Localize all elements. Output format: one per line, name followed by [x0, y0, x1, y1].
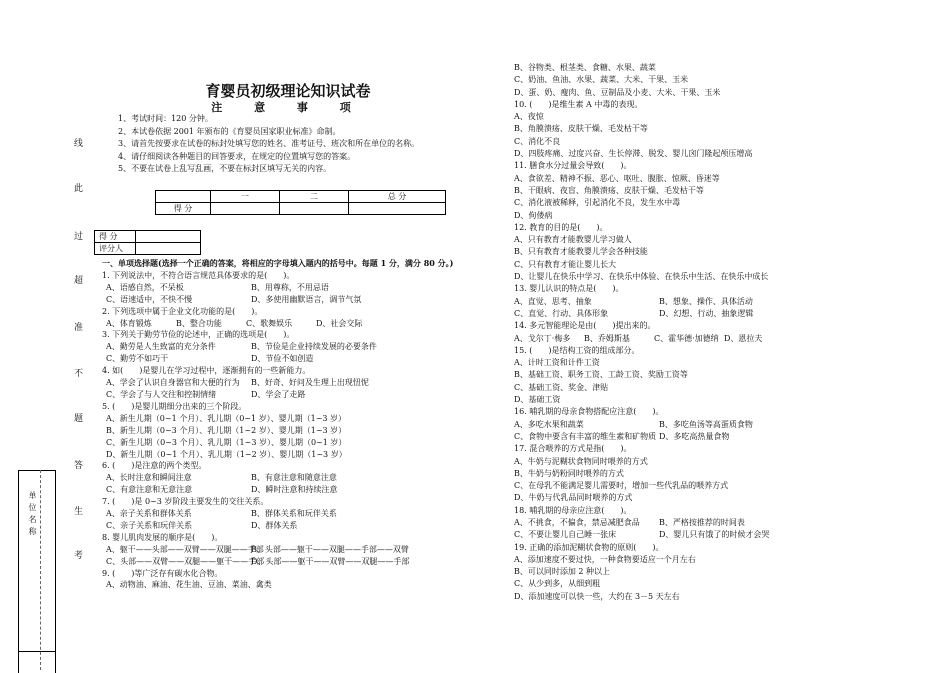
grader-cell[interactable] [136, 231, 201, 243]
question-line: C、奶油、鱼油、水果、蔬菜、大米、干果、玉米 [514, 75, 689, 85]
option-row [514, 517, 934, 529]
question-line: B、干眼病、夜盲、角膜溃疡、皮肤干燥、毛发枯干等 [514, 185, 704, 195]
section-heading: 一、单项选择题(选择一个正确的答案，将相应的字母填入题内的括号中。每题 1 分，满分 80 分。) [102, 258, 454, 268]
answer-option: A、戈尔丁·梅多 [514, 333, 571, 343]
question-line: C、从少到多，从细到粗 [514, 579, 601, 589]
question-line: A、新生儿期（0~1 个月）、乳儿期（0~1 岁）、婴儿期（1~3 岁） [106, 413, 347, 423]
option-row [102, 377, 474, 401]
grader-cell[interactable] [136, 243, 201, 255]
question-line: 11. 膳食水分过量会导致( )。 [514, 161, 632, 171]
notice-item: 3、请首先按要求在试卷的标封处填写您的姓名、准考证号、班次和所在单位的名称。 [118, 139, 420, 148]
answer-option: C、食物中要含有丰富的维生素和矿物质 [514, 431, 657, 441]
answer-option: A、直觉、思考、抽象 [514, 296, 592, 306]
page-title: 育婴员初级理论知识试卷 [205, 82, 371, 100]
option-row [514, 333, 934, 345]
unit-name-box [18, 470, 56, 673]
answer-option: B、好奇、好问及生理上出现忸怩 [251, 378, 369, 388]
question-line: 2. 下列选项中属于企业文化功能的是( )。 [102, 306, 263, 316]
option-row [102, 544, 474, 556]
question-line: 19. 正确的添加泥糊状食物的原则( )。 [514, 542, 664, 552]
question-line: A、添加速度不要过快，一种食物要适应一个月左右 [514, 554, 696, 564]
score-cell[interactable] [211, 203, 280, 215]
grader-label: 评分人 [95, 243, 136, 255]
cut-line [40, 470, 41, 670]
option-row [514, 419, 934, 431]
question-line: 3. 下列关于勤劳节俭的论述中，正确的选项是( )。 [102, 330, 295, 340]
question-line: 17. 混合喂养的方式是指( )。 [514, 444, 632, 454]
option-row [102, 556, 474, 568]
question-line: B、角膜溃疡、皮肤干燥、毛发枯干等 [514, 124, 648, 134]
margin-char: 超 [74, 276, 84, 286]
question-line: B、可以同时添加 2 种以上 [514, 567, 611, 577]
answer-option: C、歌舞娱乐 [246, 318, 293, 328]
answer-option: C、学会了与人交往和控制情绪 [106, 389, 217, 399]
question-line: D、基础工资 [514, 395, 561, 405]
question-line: 1. 下列说法中，不符合语言规范具体要求的是( )。 [102, 270, 295, 280]
answer-option: B、多吃鱼汤等高蛋质食物 [659, 419, 753, 429]
answer-option: D、节俭不如创造 [251, 354, 314, 364]
binding-margin [0, 0, 90, 672]
question-line: C、只有教育才能让婴儿长大 [514, 259, 617, 269]
notice-item: 2、本试卷依据 2001 年颁布的《育婴员国家职业标准》命制。 [118, 126, 341, 136]
score-cell[interactable] [349, 203, 446, 215]
answer-option: B、有意注意和随意注意 [251, 473, 337, 483]
notice-item: 5、不要在试卷上乱写乱画，不要在标封区填写无关的内容。 [118, 164, 332, 173]
left-column [102, 258, 474, 591]
question-line: 12. 教育的目的是( )。 [514, 222, 608, 232]
option-row [102, 472, 474, 484]
option-row [514, 431, 934, 443]
answer-option: C、直觉、行动、具体形象 [514, 308, 609, 318]
question-line: D、牛奶与代乳品同时喂养的方式 [514, 493, 633, 503]
question-line: 13. 婴儿认识的特点是( )。 [514, 284, 624, 294]
option-row [102, 282, 474, 294]
answer-option: B、节俭是企业持续发展的必要条件 [251, 342, 377, 352]
score-header: 一 [211, 191, 280, 203]
question-line: 14. 多元智能理论是由( )提出来的。 [514, 321, 656, 331]
answer-option: B、群体关系和玩伴关系 [251, 509, 337, 519]
question-line: A、动物油、麻油、花生油、豆油、菜油、禽类 [106, 580, 272, 590]
unit-name-label: 单位名称 [28, 491, 37, 539]
answer-option: D、多使用幽默语言，调节气氛 [251, 294, 362, 304]
margin-char: 准 [74, 323, 84, 333]
answer-option: C、霍华德·加德纳 [654, 333, 719, 343]
option-row [514, 529, 934, 541]
question-line: C、消化不良 [514, 136, 561, 146]
margin-char: 此 [74, 184, 84, 194]
answer-option: C、亲子关系和玩伴关系 [106, 520, 193, 530]
notice-item: 1、考试时间：120 分钟。 [118, 114, 213, 123]
question-line: B、谷物类、根茎类、食糖、水果、蔬菜 [514, 63, 656, 72]
question-line: D、佝偻病 [514, 210, 553, 220]
option-row [102, 318, 474, 330]
question-line: A、只有教育才能教婴儿学习做人 [514, 235, 632, 245]
answer-option: A、不挑食，不偏食，禁忌减肥食品 [514, 517, 640, 527]
answer-option: D、恩拉夫 [724, 333, 763, 343]
margin-char: 答 [74, 461, 84, 471]
notice-item: 4、请仔细阅读各种题目的回答要求，在规定的位置填写您的答案。 [118, 151, 356, 161]
option-row [102, 520, 474, 532]
answer-option: D、幻想、行动、抽象逻辑 [659, 308, 754, 318]
question-line: C、新生儿期（0~3 个月）、乳儿期（1~3 岁）、婴儿期（0~1 岁） [106, 437, 347, 447]
question-line: 16. 哺乳期的母亲食物搭配应注意( )。 [514, 407, 664, 417]
question-line: 6. ( )是注意的两个类型。 [102, 461, 207, 471]
notice-list [118, 113, 419, 176]
question-line: B、牛奶与奶粉同时喂养的方式 [514, 468, 624, 478]
question-line: D、新生儿期（0~1 个月）、乳儿期（1~2 岁）、婴儿期（1~3 岁） [106, 449, 347, 459]
margin-char: 生 [74, 507, 84, 517]
question-line: C、在母乳不能满足婴儿需要时，增加一些代乳品的喂养方式 [514, 481, 729, 491]
answer-option: A、多吃水果和蔬菜 [514, 419, 584, 429]
answer-option: C、不要让婴儿自己睡一张床 [514, 530, 617, 540]
score-header: 总 分 [349, 191, 446, 203]
answer-option: D、学会了走路 [251, 389, 306, 399]
question-line: 8. 婴儿肌肉发展的顺序是( )。 [102, 532, 223, 542]
option-row [514, 308, 934, 320]
answer-option: A、语感自然，不呆板 [106, 282, 184, 292]
score-header [156, 191, 211, 203]
question-line: C、基础工资、奖金、津贴 [514, 382, 609, 392]
answer-option: A、学会了认识自身器官和大便的行为 [106, 378, 240, 388]
score-row-label: 得 分 [156, 203, 211, 215]
margin-char: 考 [74, 551, 84, 561]
score-table [155, 190, 446, 215]
answer-option: D、婴儿只有饿了的时候才会哭 [659, 530, 770, 540]
option-row [102, 294, 474, 306]
score-cell[interactable] [280, 203, 349, 215]
answer-option: B、用尊称，不用忌语 [251, 282, 329, 292]
margin-char: 题 [74, 414, 84, 424]
option-row [102, 508, 474, 520]
question-line: D、添加速度可以快一些，大约在 3－5 天左右 [514, 591, 680, 601]
score-header: 二 [280, 191, 349, 203]
option-row [102, 341, 474, 353]
answer-option: D、头部——躯干——双臂——双腿——手部 [251, 556, 410, 566]
margin-char: 不 [74, 369, 84, 379]
grader-table [94, 230, 201, 255]
margin-char: 过 [74, 232, 84, 242]
question-line: 4. 如( )是婴儿在学习过程中，逐渐拥有的一些新能力。 [102, 366, 311, 376]
answer-option: A、亲子关系和群体关系 [106, 509, 192, 519]
answer-option: A、长时注意和瞬间注意 [106, 473, 192, 483]
question-line: A、夜惊 [514, 112, 544, 122]
answer-option: C、头部——双臂——双腿——躯干——手部 [106, 556, 265, 566]
notice-heading: 注 意 事 项 [211, 101, 365, 114]
question-line: A、食欲差、精神不振、恶心、呕吐、腹胀、惊厥、昏迷等 [514, 173, 720, 183]
answer-option: A、体育锻炼 [106, 318, 152, 328]
question-line: D、让婴儿在快乐中学习、在快乐中体验、在快乐中生活、在快乐中成长 [514, 272, 769, 282]
question-line: B、新生儿期（0~3 个月）、乳儿期（1~2 岁）、婴儿期（1~3 岁） [106, 425, 347, 435]
question-line: 18. 哺乳期的母亲应注意( )。 [514, 505, 632, 515]
question-line: B、只有教育才能教婴儿学会各种技能 [514, 247, 648, 257]
answer-option: B、乔姆斯基 [584, 333, 630, 343]
answer-option: D、群体关系 [251, 520, 298, 530]
answer-option: C、有意注意和无意注意 [106, 485, 193, 495]
question-line: 9. ( )等广泛存有碳水化合物。 [102, 568, 223, 578]
question-line: D、四肢疼痛、过度兴奋、生长停滞、脱发、婴儿囟门隆起颅压增高 [514, 149, 753, 159]
option-row [102, 484, 474, 496]
margin-char: 线 [74, 139, 84, 149]
right-column [514, 62, 934, 603]
question-line: A、牛奶与泥糊状食物同时喂养的方式 [514, 456, 648, 466]
answer-option: D、社会交际 [316, 318, 363, 328]
question-line: D、蛋、奶、瘦肉、鱼、豆制品及小麦、大米、干果、玉米 [514, 87, 721, 97]
answer-option: B、严格按推荐的时间表 [659, 517, 745, 527]
option-row [514, 296, 934, 308]
answer-option: A、勤劳是人生致富的充分条件 [106, 342, 216, 352]
answer-option: D、瞬时注意和持续注意 [251, 485, 338, 495]
answer-option: B、整合功能 [176, 318, 222, 328]
question-line: A、计时工资和计件工资 [514, 358, 600, 368]
question-line: C、消化液被稀释，引起消化不良，发生水中毒 [514, 198, 681, 208]
answer-option: C、语速适中，不快不慢 [106, 294, 193, 304]
answer-option: B、头部——躯干——双腿——手部——双臂 [251, 544, 409, 554]
answer-option: C、勤劳不如巧干 [106, 354, 169, 364]
answer-option: D、多吃高热量食物 [659, 431, 730, 441]
question-line: 10. ( )是维生素 A 中毒的表现。 [514, 99, 643, 109]
question-line: 7. ( )是 0~3 岁阶段主要发生的交往关系。 [102, 497, 269, 507]
answer-option: A、躯干——头部——双臂——双腿——手部 [106, 544, 264, 554]
answer-option: B、想象、操作、具体活动 [659, 296, 753, 306]
question-line: 15. ( )是结构工资的组成部分。 [514, 345, 640, 355]
question-line: B、基础工资、职务工资、工龄工资、奖励工资等 [514, 370, 688, 380]
option-row [102, 353, 474, 365]
grader-label: 得 分 [95, 231, 136, 243]
question-line: 5. ( )是婴儿期细分出来的三个阶段。 [102, 401, 247, 411]
